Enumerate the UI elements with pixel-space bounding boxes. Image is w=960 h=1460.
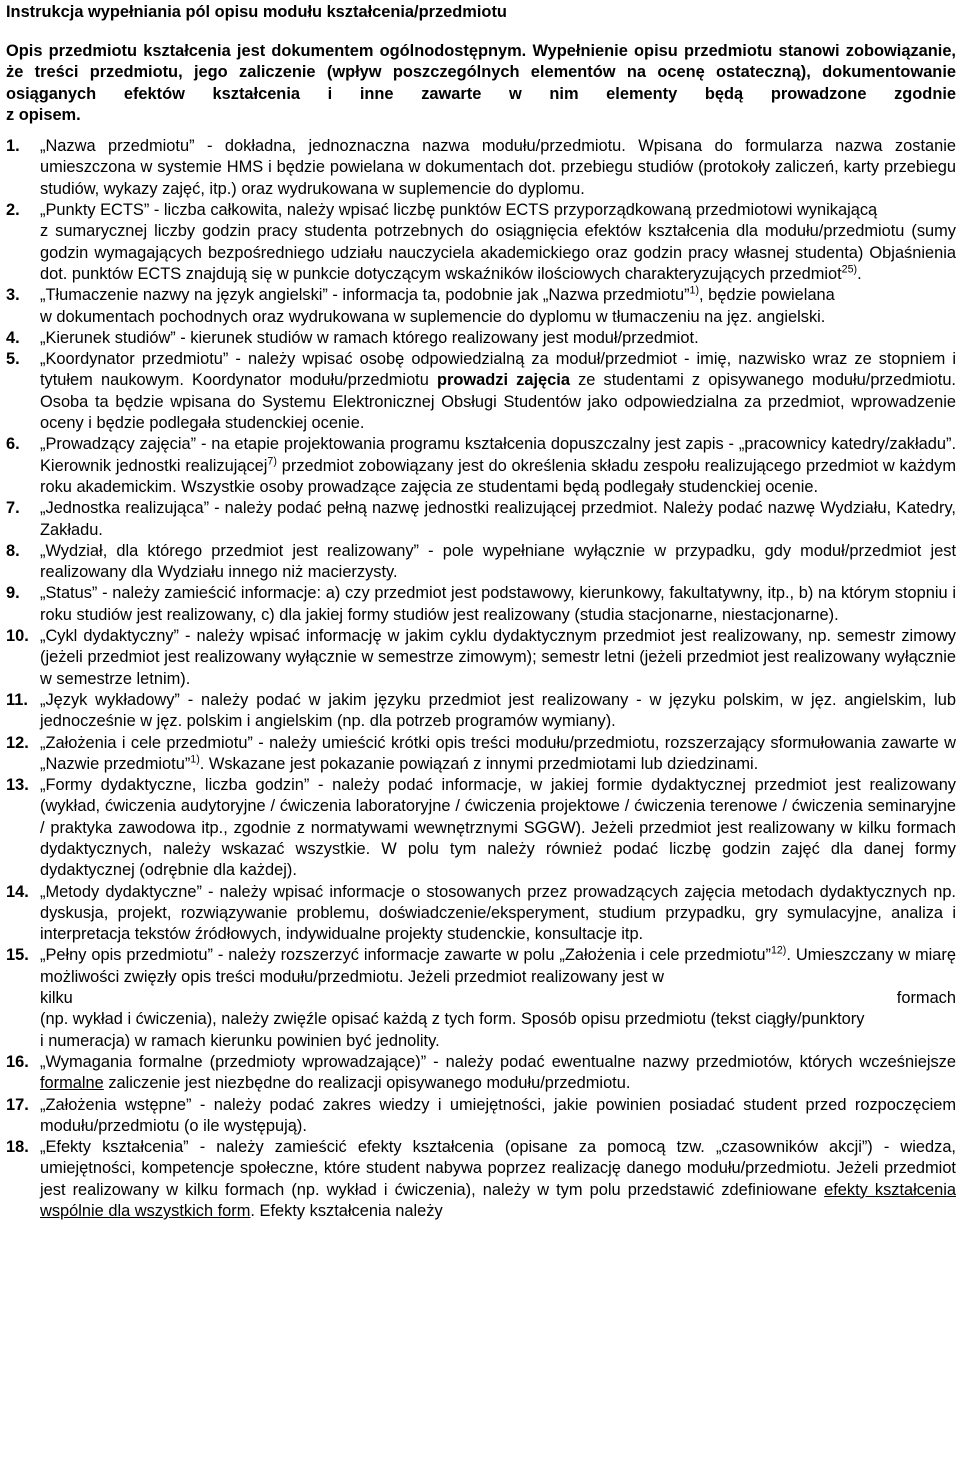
document-page [6,2,956,1222]
footnote-ref: 1) [689,284,700,297]
list-item-3 [6,285,956,328]
item-text: „Tłumaczenie nazwy na język angielski” - informacja ta, podobnie jak „Nazwa przedmiotu” [40,286,690,305]
intro-text: Opis przedmiotu kształcenia jest dokumentem ogólnodostępnym. Wypełnienie opisu przedmiotu stanowi zobowiązanie, że treści przedmiotu, jego zaliczenie (wpływ poszczególnych elementów na ocenę ostateczną), dokumentowanie osiąganych efektów kształcenia i inne zawarte w nim elementy będą prowadzone zgodnie [6,42,956,103]
item-number: 1. [6,137,20,156]
item-text-underlined: formalne [40,1074,104,1093]
list-item-8 [6,541,956,584]
document-title: Instrukcja wypełniania pól opisu modułu kształcenia/przedmiotu [6,3,507,21]
item-text: „Nazwa przedmiotu” - dokładna, jednoznaczna nazwa modułu/przedmiotu. Wpisana do formularza nazwa zostanie umieszczona w systemie HMS i będzie powielana w dokumentach dot. przebiegu studiów (protokoły zaliczeń, karty przebiegu studiów, wykazy zajęć, itp.) oraz wydrukowana w suplemencie do dyplomu. [40,137,956,198]
footnote-ref: 1) [190,753,200,766]
item-text: z sumarycznej liczby godzin pracy studenta potrzebnych do osiągnięcia efektów kształcenia dla modułu/przedmiotu (sumy godzin wymagających bezpośredniego udziału nauczyciela akademickiego oraz godzin pracy własnej studenta) Objaśnienia dot. punktów ECTS znajdują się w punkcie dotyczącym wskaźników ilościowych charakteryzujących przedmiot [40,222,956,283]
instruction-list [6,136,956,1222]
item-text: „Kierunek studiów” - kierunek studiów w ramach którego realizowany jest moduł/przedmiot. [40,328,699,347]
item-text: „Prowadzący zajęcia” - na etapie projektowania programu kształcenia dopuszczalny jest zapis - „pracownicy katedry/zakładu”. Kierownik jednostki realizującej [40,435,956,475]
item-text: „Punkty ECTS” - liczba całkowita, należy wpisać liczbę punktów ECTS przyporządkowaną przedmiotowi wynikającą [40,201,878,220]
item-text: „Wymagania formalne (przedmioty wprowadzające)” - należy podać ewentualne nazwy przedmiotów, których wcześniejsze [40,1052,956,1071]
list-item-12 [6,733,956,776]
item-text: . [857,264,862,283]
list-item-13 [6,775,956,881]
item-number: 17. [6,1095,29,1114]
item-text: „Koordynator przedmiotu” - należy wpisać osobę odpowiedzialną za moduł/przedmiot - imię, nazwisko wraz ze stopniem i tytułem naukowym. Koordynator modułu/przedmiotu [40,350,956,390]
item-number: 8. [6,541,20,560]
list-item-15 [6,945,956,1051]
item-text: „Metody dydaktyczne” - należy wpisać informacje o stosowanych przez prowadzących zajęcia metodach dydaktycznych np. dyskusja, projekt, rozwiązywanie problemu, doświadczenie/eksperyment, studium przypadku, gry symulacyjne, analiza i interpretacja tekstów źródłowych, indywidualne projekty studenckie, konsultacje itp. [40,882,956,944]
item-number: 6. [6,435,20,454]
item-number: 10. [6,627,29,646]
list-item-4 [6,328,956,349]
list-item-10 [6,626,956,690]
list-item-18 [6,1137,956,1222]
item-number: 3. [6,286,20,305]
item-text: przedmiot zobowiązany jest do określenia składu zespołu realizującego przedmiot w każdym roku akademickim. Wszystkie osoby prowadzące zajęcia ze studentami będą podlegały studenckiej ocenie. [40,456,956,496]
item-text: „Wydział, dla którego przedmiot jest realizowany” - pole wypełniane wyłącznie w przypadku, gdy moduł/przedmiot jest realizowany dla Wydziału innego niż macierzysty. [40,541,956,582]
list-item-1 [6,136,956,200]
intro-paragraph [6,41,956,126]
item-text: i numeracja) w ramach kierunku powinien być jednolity. [40,1031,440,1050]
item-text: . Wskazane jest pokazanie powiązań z innymi przedmiotami lub dziedzinami. [199,754,759,773]
item-number: 14. [6,882,29,901]
item-text: „Pełny opis przedmiotu” - należy rozszerzyć informacje zawarte w polu „Założenia i cele przedmiotu” [40,946,771,965]
item-text: ze studentami z opisywanego modułu/przedmiotu. Osoba ta będzie wpisana do Systemu Elektronicznej Obsługi Studentów jako odpowiedzialna za przedmiot, wprowadzenie oceny i będzie podlegała studenckiej ocenie. [40,371,956,433]
item-text: „Efekty kształcenia” - należy zamieścić efekty kształcenia (opisane za pomocą tzw. „czasowników akcji”) - wiedza, umiejętności, kompetencje społeczne, które student nabywa poprzez realizację danego modułu/przedmiotu. Jeżeli przedmiot jest realizowany w kilku formach (np. wykład i ćwiczenia), należy w tym polu przedstawić zdefiniowane [40,1138,956,1199]
item-text: . Umieszczany w miarę możliwości zwięzły opis treści modułu/przedmiotu. Jeżeli przedmiot realizowany jest w [40,946,956,986]
item-text-line [40,988,956,1009]
item-number: 2. [6,201,20,220]
footnote-ref: 25) [841,263,858,276]
item-number: 11. [6,690,28,709]
item-text-bold: prowadzi zajęcia [437,371,570,390]
item-number: 5. [6,350,20,369]
item-text: kilku [40,989,73,1008]
list-item-11 [6,690,956,733]
item-number: 13. [6,776,29,795]
item-text: . Efekty kształcenia należy [250,1202,443,1221]
item-text: formach [896,989,956,1008]
item-number: 15. [6,946,29,965]
item-number: 9. [6,584,20,603]
item-text: (np. wykład i ćwiczenia), należy zwięźle opisać każdą z tych form. Sposób opisu przedmiotu (tekst ciągły/punktory [40,1010,865,1029]
item-text: „Język wykładowy” - należy podać w jakim języku przedmiot jest realizowany - w języku polskim, w jęz. angielskim, lub jednocześnie w jęz. polskim i angielskim (np. dla potrzeb programów wymiany). [40,690,956,731]
footnote-ref: 12) [770,945,787,957]
item-number: 12. [6,733,29,752]
list-item-14 [6,882,956,946]
item-text: zaliczenie jest niezbędne do realizacji opisywanego modułu/przedmiotu. [103,1074,631,1093]
item-text: w dokumentach pochodnych oraz wydrukowana w suplemencie do dyplomu w tłumaczeniu na jęz. angielski. [40,307,826,326]
item-text: , będzie powielana [699,286,835,305]
list-item-5 [6,349,956,434]
item-text: „Status” - należy zamieścić informacje: a) czy przedmiot jest podstawowy, kierunkowy, fakultatywny, itp., b) na którym stopniu i roku studiów jest realizowany, c) dla jakiej formy studiów jest realizowany (studia stacjonarne, niestacjonarne). [40,584,956,624]
list-item-2 [6,200,956,285]
item-text: „Założenia i cele przedmiotu” - należy umieścić krótki opis treści modułu/przedmiotu, rozszerzający sformułowania zawarte w „Nazwie przedmiotu” [40,733,956,773]
list-item-9 [6,583,956,626]
item-number: 7. [6,499,20,518]
item-text: „Formy dydaktyczne, liczba godzin” - należy podać informacje, w jakiej formie dydaktycznej przedmiot jest realizowany (wykład, ćwiczenia audytoryjne / ćwiczenia laboratoryjne / ćwiczenia projektowe / ćwiczenia terenowe / ćwiczenia seminaryjne / praktyka zawodowa itp., zgodnie z normatywami wewnętrznymi SGGW). Jeżeli przedmiot jest realizowany w kilku formach dydaktycznych, należy wskazać wszystkie. W polu tym należy również podać liczbę godzin zajęć dla danej formy dydaktycznej (odrębnie dla każdej). [40,776,956,880]
list-item-17 [6,1095,956,1138]
list-item-16 [6,1052,956,1095]
item-text-underlined: efekty kształcenia wspólnie dla wszystkich form [40,1180,956,1221]
item-text: „Założenia wstępne” - należy podać zakres wiedzy i umiejętności, jakie powinien posiadać student przed rozpoczęciem modułu/przedmiotu (o ile występują). [40,1095,956,1135]
item-text: „Jednostka realizująca” - należy podać pełną nazwę jednostki realizującej przedmiot. Należy podać nazwę Wydziału, Katedry, Zakładu. [40,499,956,539]
item-number: 16. [6,1052,29,1071]
list-item-7 [6,498,956,541]
footnote-ref: 7) [267,455,277,468]
item-text: „Cykl dydaktyczny” - należy wpisać informację w jakim cyklu dydaktycznym przedmiot jest realizowany, np. semestr zimowy (jeżeli przedmiot jest realizowany wyłącznie w semestrze zimowym); semestr letni (jeżeli przedmiot jest realizowany wyłącznie w semestrze letnim). [40,627,956,688]
item-number: 18. [6,1138,29,1157]
intro-text-end: z opisem. [6,105,81,124]
item-number: 4. [6,328,20,347]
list-item-6 [6,434,956,498]
